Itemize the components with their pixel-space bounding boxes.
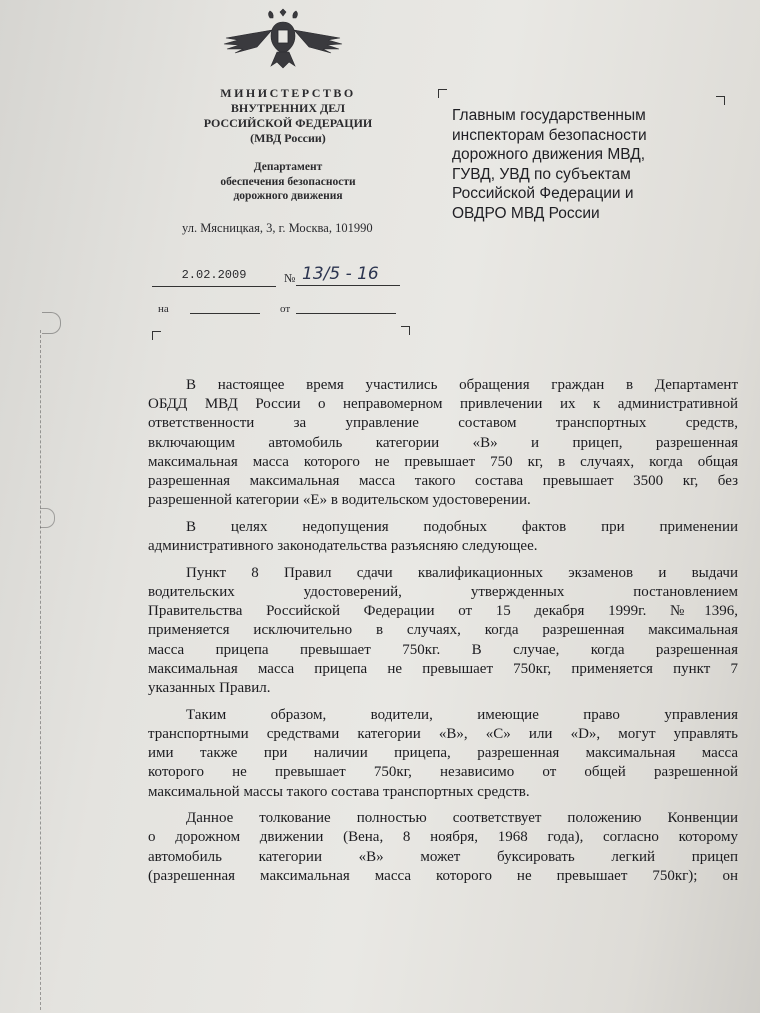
reply-date-label: от	[280, 303, 291, 315]
ministry-line: (МВД России)	[250, 131, 326, 145]
letterhead	[168, 86, 408, 204]
ministry-line: МИНИСТЕРСТВО	[220, 86, 356, 100]
text-line: максимальная масса прицепа не превышает 750кг, применяется пункт 7	[148, 660, 738, 677]
reply-to-label: на	[158, 303, 169, 315]
punch-hole	[42, 312, 61, 334]
text-line: Правительства Российской Федерации от 15 декабря 1999г. №1396,	[148, 603, 738, 620]
paragraph	[148, 809, 738, 886]
department-line: дорожного движения	[233, 190, 343, 202]
paragraph	[148, 564, 738, 698]
text-line: ими также при наличии прицепа, разрешенная максимальная масса	[148, 745, 738, 762]
corner-mark	[438, 89, 447, 98]
ministry-line: РОССИЙСКОЙ ФЕДЕРАЦИИ	[203, 116, 373, 130]
text-line: разрешенная максимальная масса такого состава превышает 3500 кг, без	[148, 473, 738, 490]
reply-to-field	[190, 313, 260, 314]
text-line: В настоящее время участились обращения граждан в Департамент	[186, 377, 738, 393]
text-line: Таким образом, водители, имеющие право управления	[186, 706, 738, 723]
text-line: ответственности за управление составом транспортных средств,	[148, 415, 738, 432]
ministry-line: ВНУТРЕННИХ ДЕЛ	[230, 101, 346, 115]
recipient-line: ГУВД, УВД по субъектам	[452, 165, 631, 183]
department-name	[168, 160, 408, 204]
text-line: В целях недопущения подобных фактов при применении	[186, 518, 738, 535]
recipient-block	[452, 106, 712, 223]
text-line: (разрешенная максимальная масса которого не превышает 750кг); он	[148, 867, 738, 884]
corner-mark	[716, 96, 725, 105]
text-line: автомобиль категории «В» может буксировать легкий прицеп	[148, 848, 738, 865]
text-line: Данное толкование полностью соответствует положению Конвенции	[186, 810, 738, 827]
ministry-name	[168, 86, 408, 146]
text-line: максимальная масса которого не превышает 750 кг, в случаях, когда общая	[148, 453, 738, 470]
text-line: масса прицепа превышает 750кг. В случае, когда разрешенная	[148, 641, 738, 658]
text-line: разрешенной категории «Е» в водительском удостоверении.	[148, 492, 531, 509]
text-line: водительских удостоверений, утвержденных постановлением	[148, 584, 738, 601]
reply-date-field	[296, 313, 396, 314]
text-line: Пункт 8 Правил сдачи квалификационных экзаменов и выдачи	[186, 564, 738, 581]
text-line: включающим автомобиль категории «В» и прицеп, разрешенная	[148, 434, 738, 451]
text-line: которого не превышает 750кг, независимо от общей разрешенной	[148, 764, 738, 781]
recipient-line: Российской Федерации и	[452, 185, 634, 202]
letter-body	[148, 376, 738, 894]
text-line: о дорожном движении (Вена, 8 ноября, 1968 года), согласно которому	[148, 829, 738, 846]
text-line: транспортными средствами категории «В», «С» или «D», могут управлять	[148, 725, 738, 742]
paragraph	[148, 376, 738, 510]
text-line: ОБДД МВД России о неправомерном привлечении их к административной	[148, 396, 738, 413]
recipient-line: дорожного движения МВД,	[452, 146, 646, 163]
punch-hole	[40, 508, 55, 528]
recipient-line: инспекторам безопасности	[452, 126, 647, 144]
department-line: Департамент	[253, 161, 323, 173]
text-line: максимальной массы такого состава транспортных средств.	[148, 783, 530, 800]
text-line: применяется исключительно в случаях, когда разрешенная максимальная	[148, 622, 738, 639]
paragraph	[148, 518, 738, 556]
corner-mark	[152, 331, 161, 340]
recipient-line: ОВДРО МВД России	[452, 204, 600, 222]
department-line: обеспечения безопасности	[220, 175, 356, 188]
paragraph	[148, 706, 738, 802]
binding-edge	[40, 330, 47, 1010]
recipient-line: Главным государственным	[452, 107, 646, 124]
double-headed-eagle-icon	[222, 8, 344, 70]
document-number: 13/5 - 16	[296, 264, 400, 286]
text-line: административного законодательства разъясняю следующее.	[148, 538, 538, 555]
text-line: указанных Правил.	[148, 680, 271, 697]
corner-mark	[401, 326, 410, 335]
number-label: №	[284, 271, 296, 285]
document-date: 2.02.2009	[152, 268, 276, 287]
ministry-address: ул. Мясницкая, 3, г. Москва, 101990	[182, 221, 373, 235]
